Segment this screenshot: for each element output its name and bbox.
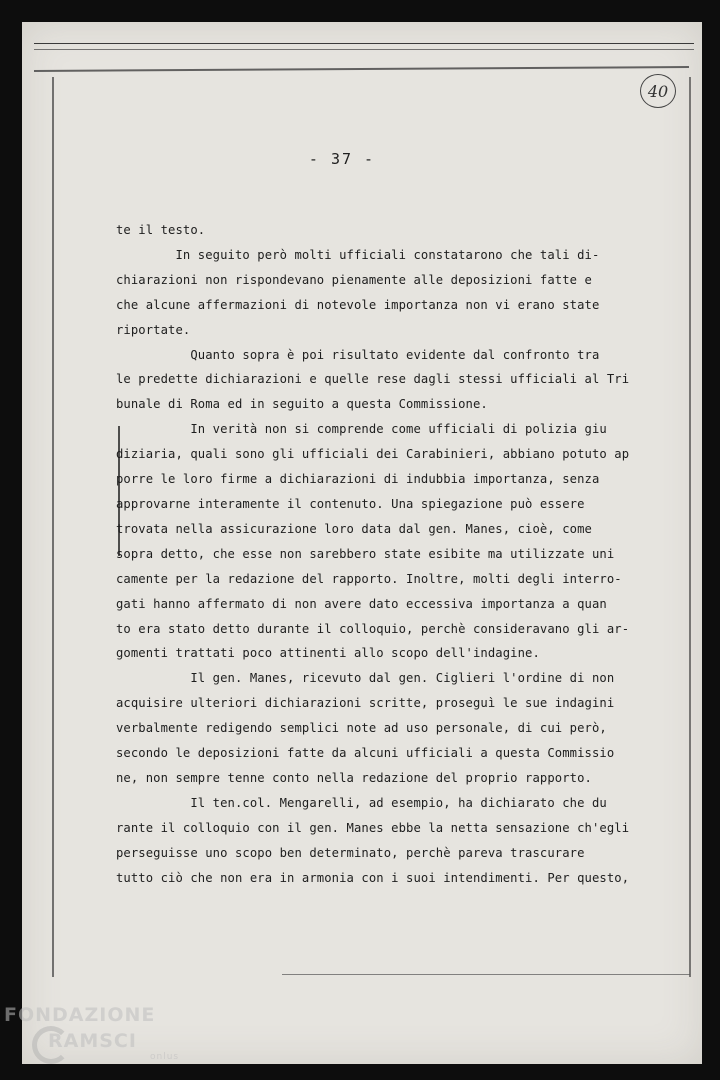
text-line: porre le loro firme a dichiarazioni di indubbia importanza, senza bbox=[116, 472, 600, 487]
text-line: chiarazioni non rispondevano pienamente alle deposizioni fatte e bbox=[116, 272, 592, 287]
header-rule bbox=[34, 43, 694, 44]
header-rule-second bbox=[34, 49, 694, 50]
frame-right-rule bbox=[689, 77, 691, 977]
text-line: ne, non sempre tenne conto nella redazione del proprio rapporto. bbox=[116, 770, 592, 785]
text-line: camente per la redazione del rapporto. Inoltre, molti degli interro- bbox=[116, 571, 622, 586]
frame-left-rule bbox=[52, 77, 54, 977]
text-line: trovata nella assicurazione loro data dal gen. Manes, cioè, come bbox=[116, 521, 592, 536]
fondazione-gramsci-watermark bbox=[4, 1000, 194, 1080]
text-line: gati hanno affermato di non avere dato eccessiva importanza a quan bbox=[116, 596, 607, 611]
text-line: In verità non si comprende come ufficiali di polizia giu bbox=[116, 422, 607, 437]
text-line: riportate. bbox=[116, 322, 191, 337]
text-line: te il testo. bbox=[116, 223, 206, 237]
text-line: Il gen. Manes, ricevuto dal gen. Ciglieri l'ordine di non bbox=[116, 671, 615, 686]
page-number: - 37 - bbox=[308, 150, 376, 168]
text-line: secondo le deposizioni fatte da alcuni ufficiali a questa Commissio bbox=[116, 746, 615, 761]
text-line: Quanto sopra è poi risultato evidente dal confronto tra bbox=[116, 347, 600, 362]
text-line: le predette dichiarazioni e quelle rese dagli stessi ufficiali al Tri bbox=[116, 372, 630, 387]
body-text bbox=[116, 218, 636, 890]
text-line: sopra detto, che esse non sarebbero state esibite ma utilizzate uni bbox=[116, 546, 615, 561]
text-line: perseguisse uno scopo ben determinato, perchè pareva trascurare bbox=[116, 845, 585, 860]
text-line: In seguito però molti ufficiali constatarono che tali di- bbox=[116, 247, 600, 262]
text-line: diziaria, quali sono gli ufficiali dei Carabinieri, abbiano potuto ap bbox=[116, 447, 630, 462]
text-line: verbalmente redigendo semplici note ad uso personale, di cui però, bbox=[116, 721, 607, 736]
text-line: bunale di Roma ed in seguito a questa Commissione. bbox=[116, 397, 488, 412]
text-line: tutto ciò che non era in armonia con i suoi intendimenti. Per questo, bbox=[116, 870, 630, 885]
frame-bottom-rule bbox=[282, 974, 690, 975]
text-line: rante il colloquio con il gen. Manes ebbe la netta sensazione ch'egli bbox=[116, 820, 630, 835]
folio-number: 40 bbox=[647, 81, 669, 101]
document-page bbox=[22, 22, 702, 1064]
text-line: acquisire ulteriori dichiarazioni scritte, proseguì le sue indagini bbox=[116, 696, 615, 711]
text-line: to era stato detto durante il colloquio, perchè consideravano gli ar- bbox=[116, 621, 630, 636]
folio-mark bbox=[640, 74, 676, 108]
text-line: Il ten.col. Mengarelli, ad esempio, ha dichiarato che du bbox=[116, 795, 607, 810]
watermark-line2: RAMSCI bbox=[48, 1030, 137, 1052]
watermark-line1: FONDAZIONE bbox=[4, 1004, 156, 1026]
watermark-suffix: onlus bbox=[150, 1052, 180, 1062]
text-line: approvarne interamente il contenuto. Una spiegazione può essere bbox=[116, 496, 585, 511]
frame-top-rule bbox=[34, 66, 689, 72]
text-line: gomenti trattati poco attinenti allo scopo dell'indagine. bbox=[116, 646, 540, 661]
text-line: che alcune affermazioni di notevole importanza non vi erano state bbox=[116, 297, 600, 312]
